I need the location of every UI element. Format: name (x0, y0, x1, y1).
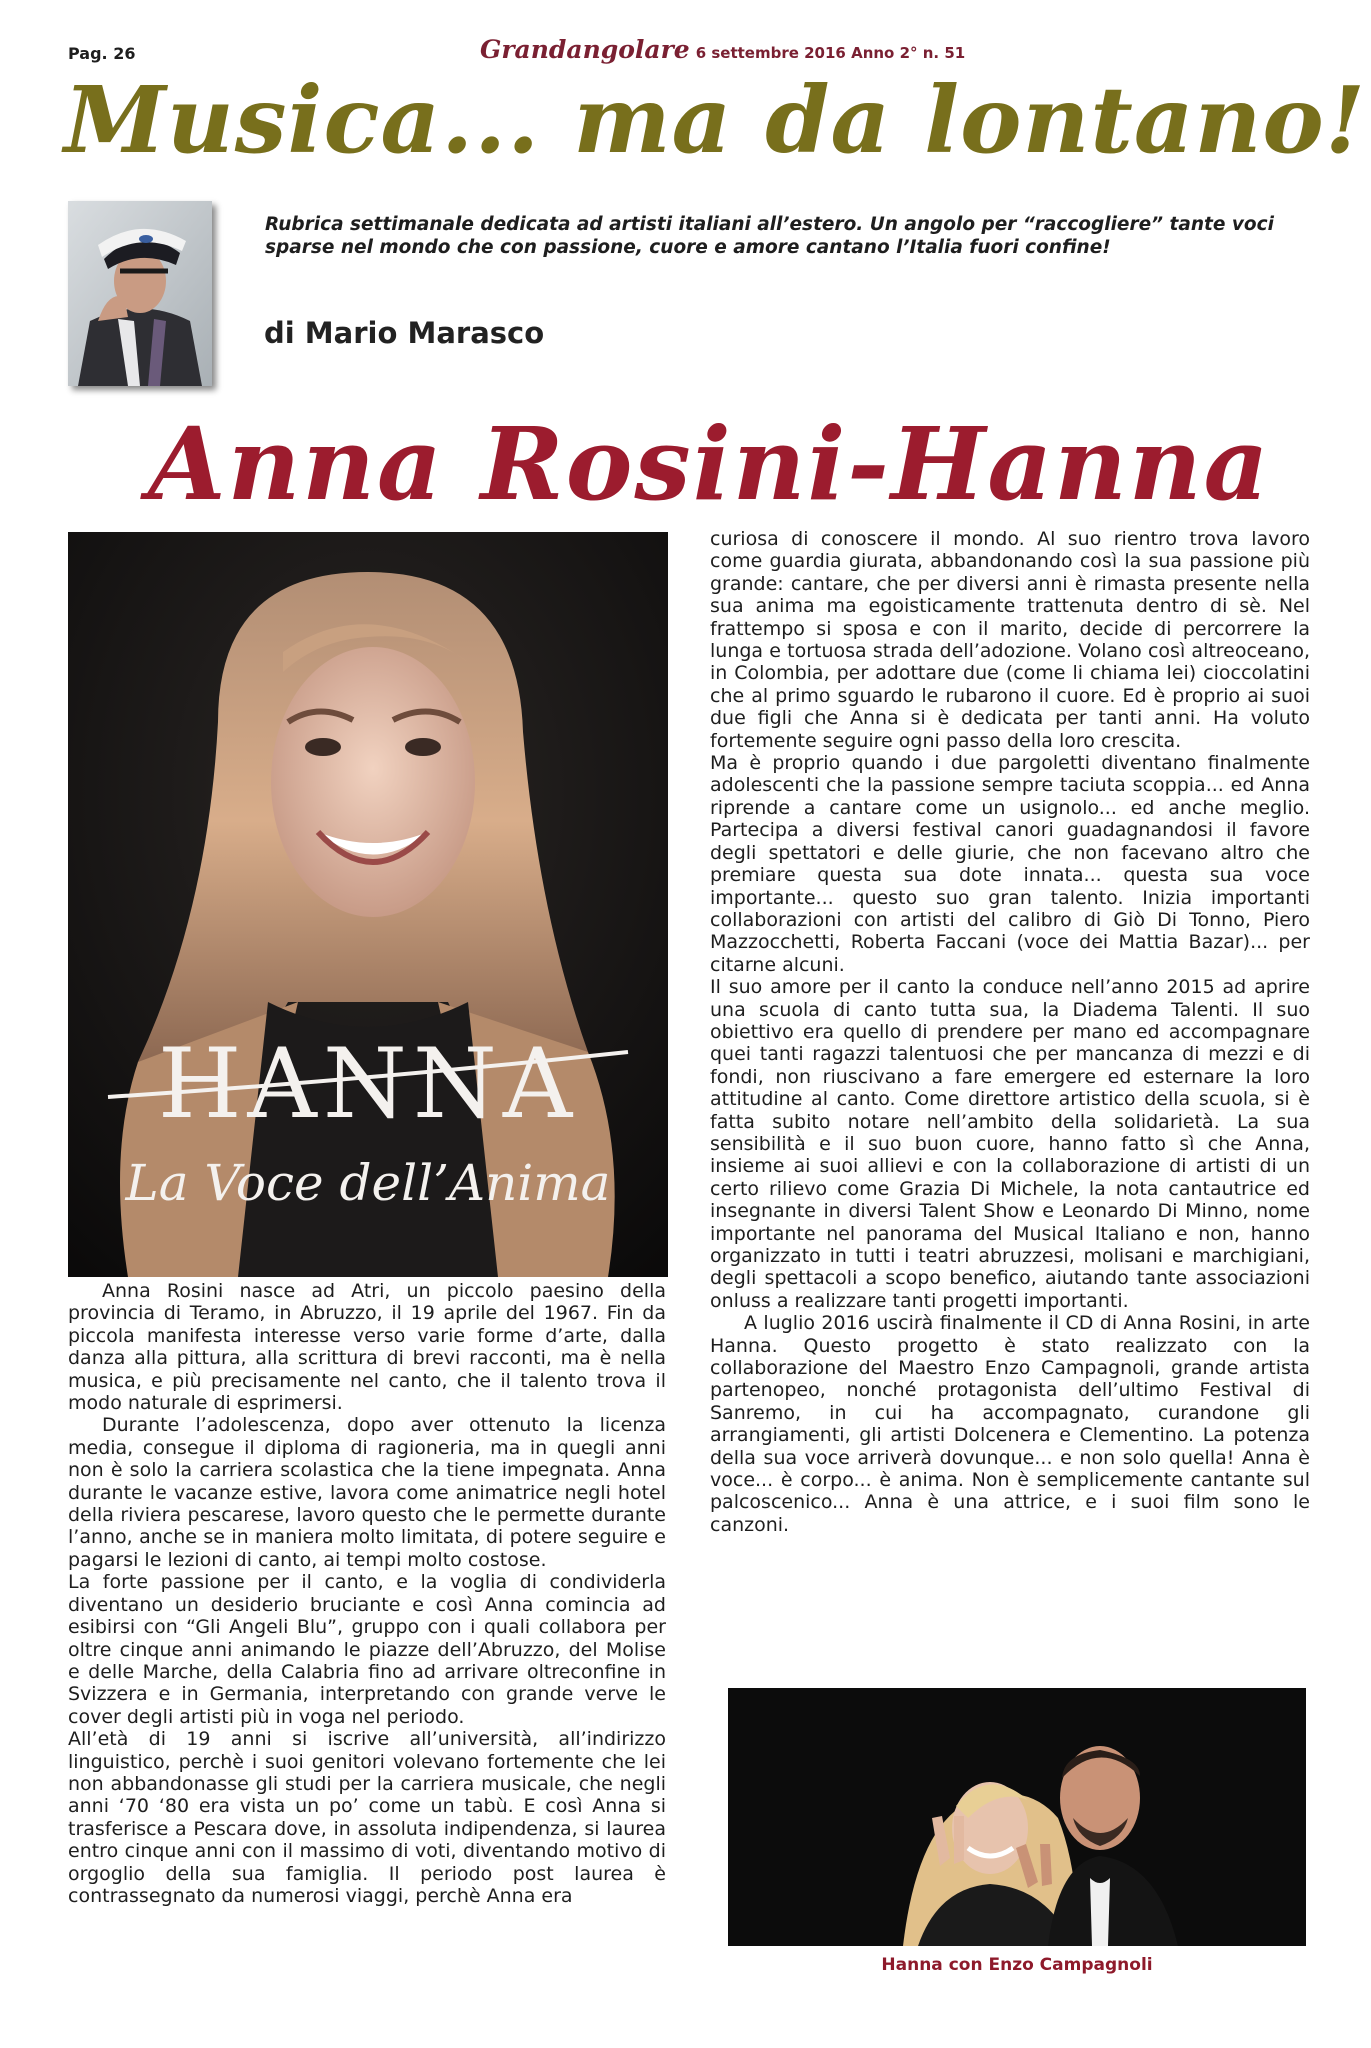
rubric-title: Musica... ma da lontano! (64, 66, 1367, 174)
photo-caption: Hanna con Enzo Campagnoli (881, 1955, 1153, 1975)
issue-date: 6 settembre 2016 Anno 2° n. 51 (695, 44, 966, 62)
paragraph: Il suo amore per il canto la conduce nell’anno 2015 ad aprire una scuola di canto tutta sua, la Diadema Talenti. Il suo obiettivo era quello di prendere per mano ed accompagnare quei tanti ragazzi talentuosi che per mancanza di mezzi e di fondi, non riuscivano a fare emergere ed esternare la loro attitudine al canto. Come direttore artistico della scuola, si è fatta subito notare nell’ambito della solidarietà. La sua sensibilità e il suo buon cuore, hanno fatto sì che Anna, insieme ai suoi allievi e con la collaborazione di artisti di un certo rilievo come Grazia Di Michele, la nota cantautrice ed insegnante in diversi Talent Show e Leonardo Di Minno, nome importante nel panorama del Musical Italiano e non, hanno organizzato in tutti i teatri abruzzesi, molisani e marchigiani, degli spettacoli a scopo benefico, aiutando tante associazioni onluss a realizzare tanti progetti importanti. (710, 976, 1310, 1312)
page-number: Pag. 26 (68, 44, 136, 63)
paragraph: curiosa di conoscere il mondo. Al suo rientro trova lavoro come guardia giurata, abbandonando così la sua passione più grande: cantare, che per diversi anni è rimasta presente nella sua anima ma egoisticamente trattenuta dentro di sè. Nel frattempo si sposa e con il marito, decide di percorrere la lunga e tortuosa strada dell’adozione. Volano così altreoceano, in Colombia, per adottare due (come li chiama lei) cioccolatini che al primo sguardo le rubarono il cuore. Ed è proprio ai suoi due figli che Anna si è dedicata per tanti anni. Ha voluto fortemente seguire ogni passo della loro crescita. (710, 528, 1310, 752)
article-right-column (710, 528, 1310, 1536)
paragraph: A luglio 2016 uscirà finalmente il CD di Anna Rosini, in arte Hanna. Questo progetto è stato realizzato con la collaborazione del Maestro Enzo Campagnoli, grande artista partenopeo, nonché protagonista dell’ultimo Festival di Sanremo, in cui ha accompagnato, curandone gli arrangiamenti, gli artisti Dolcenera e Clementino. La potenza della sua voce arriverà dovunque... e non solo quella! Anna è voce... è corpo... è anima. Non è semplicemente cantante sul palcoscenico... Anna è una attrice, e i suoi film sono le canzoni. (710, 1312, 1310, 1536)
rubric-intro: Rubrica settimanale dedicata ad artisti italiani all’estero. Un angolo per “raccogliere” tante voci sparse nel mondo che con passione, cuore e amore cantano l’Italia fuori confine! (265, 214, 1274, 258)
paragraph: Anna Rosini nasce ad Atri, un piccolo paesino della provincia di Teramo, in Abruzzo, il 19 aprile del 1967. Fin da piccola manifesta interesse verso varie forme d’arte, dalla danza alla pittura, alla scrittura di brevi racconti, ma è nella musica, e più precisamente nel canto, che il talento trova il modo naturale di esprimersi. (68, 1280, 666, 1415)
paragraph: All’età di 19 anni si iscrive all’università, all’indirizzo linguistico, perchè i suoi genitori volevano fortemente che lei non abbandonasse gli studi per la carriera musicale, che negli anni ‘70 ‘80 era vista un po’ come un tabù. E così Anna si trasferisce a Pescara dove, in assoluta indipendenza, si laurea entro cinque anni con il massimo di voti, diventando motivo di orgoglio della sua famiglia. Il periodo post laurea è contrassegnato da numerosi viaggi, perchè Anna era (68, 1728, 666, 1907)
publication-name: Grandangolare (480, 35, 690, 64)
masthead (480, 35, 965, 64)
paragraph: Durante l’adolescenza, dopo aver ottenuto la licenza media, consegue il diploma di ragioneria, ma in quegli anni non è solo la carriera scolastica che la tiene impegnata. Anna durante le vacanze estive, lavora come animatrice negli hotel della riviera pescarese, lavoro questo che le permette durante l’anno, anche se in maniera molto limitata, di potere seguire e pagarsi le lezioni di canto, ai tempi molto costose. (68, 1414, 666, 1571)
poster-tagline: La Voce dell’Anima (125, 1154, 611, 1212)
hanna-poster (68, 532, 668, 1277)
paragraph: La forte passione per il canto, e la voglia di condividerla diventano un desiderio bruciante e così Anna comincia ad esibirsi con “Gli Angeli Blu”, gruppo con i quali collabora per oltre cinque anni animando le piazze dell’Abruzzo, del Molise e delle Marche, della Calabria fino ad arrivare oltreconfine in Svizzera e in Germania, interpretando con grande verve le cover degli artisti più in voga nel periodo. (68, 1571, 666, 1728)
article-headline: Anna Rosini-Hanna (148, 405, 1271, 523)
article-left-column (68, 1280, 666, 1907)
paragraph: Ma è proprio quando i due pargoletti diventano finalmente adolescenti che la passione sempre taciuta scoppia... ed Anna riprende a cantare come un usignolo... ed anche meglio. Partecipa a diversi festival canori guadagnandosi il favore degli spettatori e delle giurie, che non facevano altro che premiare questa sua dote innata... questa sua voce importante... questo suo gran talento. Inizia importanti collaborazioni con artisti del calibro di Giò Di Tonno, Piero Mazzocchetti, Roberta Faccani (voce dei Mattia Bazar)... per citarne alcuni. (710, 752, 1310, 976)
author-photo (68, 201, 212, 386)
duo-photo (728, 1688, 1306, 1946)
poster-name: HANNA (157, 1028, 579, 1140)
byline: di Mario Marasco (264, 316, 545, 350)
